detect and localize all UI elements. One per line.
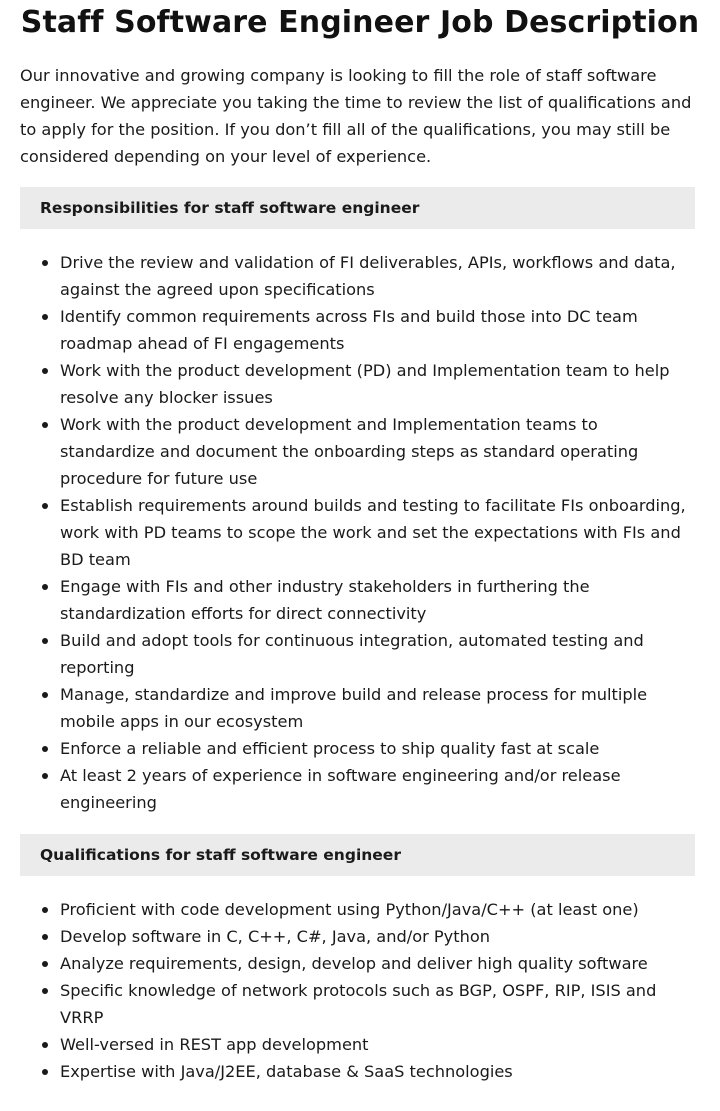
intro-paragraph: Our innovative and growing company is looking to fill the role of staff software engineer. We appreciate you taking the time to review the list of qualifications and to apply for the position. If you don’t fill all of the qualifications, you may still be considered depending on your level of experience. [20, 66, 692, 166]
page-title: Staff Software Engineer Job Description [20, 5, 700, 40]
list-item: Work with the product development and Implementation teams to standardize and document the onboarding steps as standard operating procedure for future use [60, 411, 690, 492]
responsibilities-list [20, 249, 690, 816]
list-item: Engage with FIs and other industry stakeholders in furthering the standardization efforts for direct connectivity [60, 573, 690, 627]
list-item: Manage, standardize and improve build and release process for multiple mobile apps in our ecosystem [60, 681, 690, 735]
qualifications-list [20, 896, 690, 1085]
list-item: Establish requirements around builds and testing to facilitate FIs onboarding, work with PD teams to scope the work and set the expectations with FIs and BD team [60, 492, 690, 573]
list-item: Develop software in C, C++, C#, Java, and/or Python [60, 923, 690, 950]
responsibilities-heading: Responsibilities for staff software engineer [20, 187, 695, 229]
list-item: At least 2 years of experience in software engineering and/or release engineering [60, 762, 690, 816]
list-item: Expertise with Java/J2EE, database & SaaS technologies [60, 1058, 690, 1085]
list-item: Identify common requirements across FIs and build those into DC team roadmap ahead of FI engagements [60, 303, 690, 357]
list-item: Analyze requirements, design, develop and deliver high quality software [60, 950, 690, 977]
qualifications-heading: Qualifications for staff software engineer [20, 834, 695, 876]
list-item: Well-versed in REST app development [60, 1031, 690, 1058]
list-item: Build and adopt tools for continuous integration, automated testing and reporting [60, 627, 690, 681]
list-item: Specific knowledge of network protocols such as BGP, OSPF, RIP, ISIS and VRRP [60, 977, 690, 1031]
list-item: Proficient with code development using Python/Java/C++ (at least one) [60, 896, 690, 923]
list-item: Drive the review and validation of FI deliverables, APIs, workflows and data, against the agreed upon specifications [60, 249, 690, 303]
list-item: Enforce a reliable and efficient process to ship quality fast at scale [60, 735, 690, 762]
list-item: Work with the product development (PD) and Implementation team to help resolve any blocker issues [60, 357, 690, 411]
